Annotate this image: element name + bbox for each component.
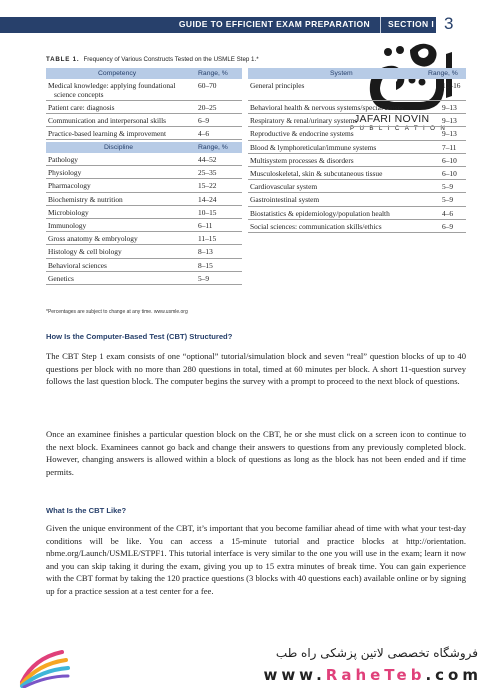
- system-header: System: [330, 70, 353, 77]
- row-range: 5–9: [442, 182, 454, 192]
- table-caption-text: Frequency of Various Constructs Tested on the USMLE Step 1.*: [83, 56, 259, 63]
- row-name: Blood & lymphoreticular/immune systems: [250, 142, 377, 152]
- table-row: [46, 166, 242, 179]
- row-name: General principles: [250, 81, 305, 90]
- discipline-header-row: [46, 142, 242, 153]
- row-range: 9–13: [442, 116, 457, 126]
- competency-range-header: Range, %: [198, 70, 228, 77]
- row-range: 6–9: [442, 221, 454, 231]
- row-name: Reproductive & endocrine systems: [250, 129, 354, 139]
- table-row: [248, 207, 466, 220]
- row-name: Pharmacology: [48, 181, 91, 191]
- row-name: Communication and interpersonal skills: [48, 116, 167, 125]
- table-row: [248, 220, 466, 233]
- row-range: 6–9: [198, 116, 210, 125]
- row-range: 10–15: [198, 207, 217, 217]
- table-row: [248, 167, 466, 180]
- row-name: Behavioral health & nervous systems/special senses: [250, 103, 404, 112]
- table-row: [46, 127, 242, 140]
- table-row: [248, 193, 466, 206]
- row-name: Musculoskeletal, skin & subcutaneous tissue: [250, 168, 383, 178]
- row-range: 15–22: [198, 181, 217, 191]
- discipline-range-header: Range, %: [198, 144, 228, 151]
- row-range: 4–6: [442, 208, 454, 218]
- table-row: [248, 127, 466, 140]
- row-range: 44–52: [198, 155, 217, 164]
- section-heading-cbt-structure: How Is the Computer-Based Test (CBT) Structured?: [46, 332, 233, 341]
- row-range: 9–13: [442, 129, 457, 139]
- system-range-header: Range, %: [428, 70, 458, 77]
- row-range: 14–24: [198, 194, 217, 204]
- watermark-name: JAFARI NOVIN: [354, 113, 430, 125]
- table-caption-label: TABLE 1.: [46, 56, 80, 63]
- table-row: [46, 101, 242, 114]
- row-range: 4–6: [198, 129, 210, 138]
- table-right-column: [248, 68, 466, 233]
- row-name: Multisystem processes & disorders: [250, 155, 354, 165]
- discipline-header: Discipline: [104, 144, 134, 151]
- watermark-publication: PUBLICATION: [350, 125, 451, 132]
- table-row: [248, 180, 466, 193]
- paragraph-cbt-structure-2: Once an examinee finishes a particular question block on the CBT, he or she must click on a screen icon to continue to the next block. Examinees cannot go back and change their answers to questions from any previously completed block. However, changing answers is allowed within a block of questions as long as the block has not been ended and if time permits.: [46, 429, 466, 477]
- page-number: 3: [444, 14, 454, 33]
- row-name: Biostatistics & epidemiology/population health: [250, 208, 390, 218]
- table-row: [248, 141, 466, 154]
- discipline-rows: [46, 153, 242, 285]
- table-row: [46, 272, 242, 285]
- table-caption: [46, 56, 259, 63]
- table-row: [46, 193, 242, 206]
- row-name: Behavioral sciences: [48, 260, 107, 270]
- row-range: 60–70: [198, 81, 217, 90]
- row-range: 6–10: [442, 168, 457, 178]
- table-row: [46, 179, 242, 192]
- row-range: 6–10: [442, 155, 457, 165]
- paragraph-cbt-like: Given the unique environment of the CBT, it’s important that you become familiar ahead of time with what your test-day conditions will be like. You can access a 15-minute tutorial and practice blocks at http://orientation. nbme.org/Launch/USMLE/STPF1. This tutorial interface is very similar to the one you will use in the exam; learn it now and you can skip taking it during the exam, giving you up to 15 extra minutes of break time. You can gain experience with the CBT format by taking the 120 practice questions (3 blocks with 40 questions each) available online or by signing up for a practice session at a test center for a fee.: [46, 523, 466, 596]
- row-range: 20–25: [198, 103, 217, 112]
- row-name: Practice-based learning & improvement: [48, 129, 167, 138]
- table-row: [248, 101, 466, 114]
- row-name: Medical knowledge: applying foundational science concepts: [48, 81, 176, 99]
- row-range: 5–9: [442, 195, 454, 205]
- row-name: Histology & cell biology: [48, 247, 122, 257]
- row-name: Genetics: [48, 273, 74, 283]
- row-range: 6–11: [198, 220, 213, 230]
- row-name: Physiology: [48, 168, 82, 178]
- system-header-row: [248, 68, 466, 79]
- table-row: [46, 79, 242, 101]
- table-row: [46, 245, 242, 258]
- table-row: [46, 153, 242, 166]
- row-range: 25–35: [198, 168, 217, 178]
- row-name: Patient care: diagnosis: [48, 103, 115, 112]
- system-rows: [248, 101, 466, 233]
- table-left-column: [46, 68, 242, 285]
- table-row: [46, 219, 242, 232]
- page-footer: [0, 642, 500, 700]
- footer-store-name: فروشگاه تخصصی لاتین پزشکی راه طب: [275, 646, 478, 660]
- table-row: [248, 114, 466, 127]
- row-range: 7–11: [442, 142, 457, 152]
- table-row: [46, 206, 242, 219]
- row-name: Gross anatomy & embryology: [48, 234, 138, 244]
- row-range: 11–15: [198, 234, 217, 244]
- row-name: Gastrointestinal system: [250, 195, 320, 205]
- row-name: Social sciences: communication skills/ethics: [250, 221, 382, 231]
- section-heading-cbt-like: What Is the CBT Like?: [46, 506, 127, 515]
- header-guide-title: GUIDE TO EFFICIENT EXAM PREPARATION: [178, 19, 370, 29]
- table-row: [248, 79, 466, 101]
- table-row: [46, 114, 242, 127]
- row-name: Microbiology: [48, 207, 89, 217]
- table-footnote: *Percentages are subject to change at any time. www.usmle.org: [46, 309, 188, 315]
- paragraph-cbt-structure-1: The CBT Step 1 exam consists of one “optional” tutorial/simulation block and seven “real” question blocks of up to 40 questions per block with no more than 280 questions in total, timed at 60 minutes per block. A short 11-question survey follows the last question block. The computer begins the survey with a prompt to proceed to the next block of questions.: [46, 351, 466, 387]
- footer-url[interactable]: www.RaheTeb.com: [263, 666, 482, 684]
- row-range: 9–13: [442, 103, 457, 112]
- competency-header: Competency: [98, 70, 137, 77]
- row-range: 5–9: [198, 273, 210, 283]
- row-name: Biochemistry & nutrition: [48, 194, 123, 204]
- row-name: Respiratory & renal/urinary systems: [250, 116, 358, 126]
- row-name: Cardiovascular system: [250, 182, 318, 192]
- raheteb-logo: [18, 648, 70, 688]
- table-row: [46, 259, 242, 272]
- row-name: Immunology: [48, 220, 87, 230]
- table-row: [248, 154, 466, 167]
- row-range: 8–13: [198, 247, 213, 257]
- row-name: Pathology: [48, 155, 78, 164]
- header-section: SECTION I: [388, 19, 435, 29]
- row-range: 12–16: [442, 81, 461, 90]
- competency-header-row: [46, 68, 242, 79]
- row-range: 8–15: [198, 260, 213, 270]
- table-row: [46, 232, 242, 245]
